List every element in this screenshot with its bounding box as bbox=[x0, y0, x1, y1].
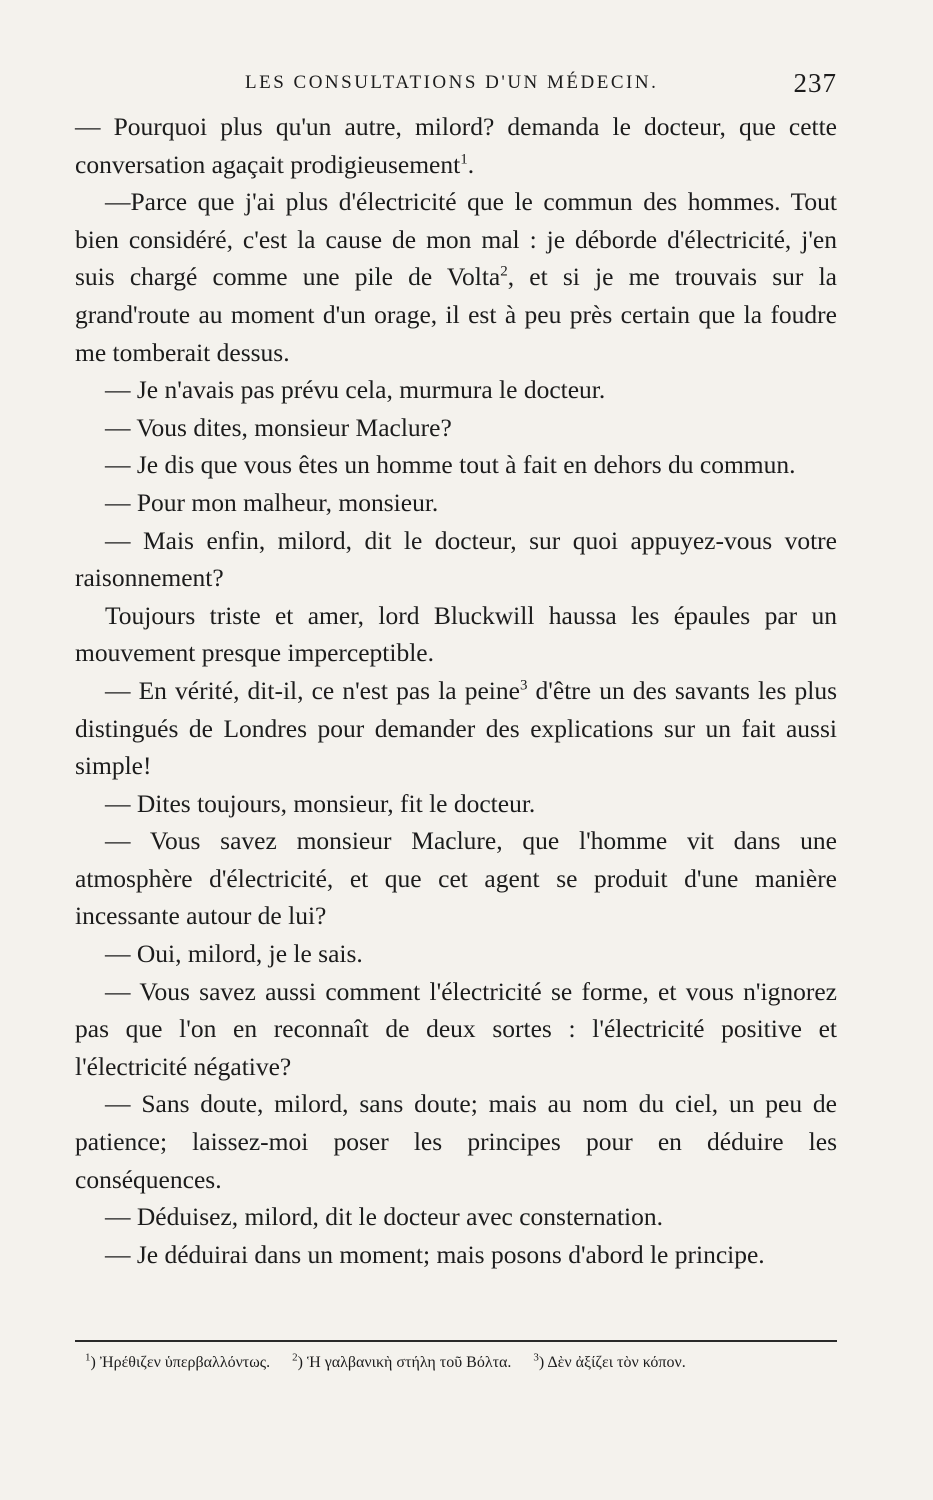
paragraph-text: — Vous dites, monsieur Maclure? bbox=[105, 412, 452, 442]
footnote-reference: 3 bbox=[519, 677, 528, 694]
paragraph-text: Toujours triste et amer, lord Bluckwill haussa les épaules par un mouvement presque imperceptible. bbox=[75, 600, 837, 668]
paragraph-text: — Dites toujours, monsieur, fit le docteur. bbox=[105, 788, 536, 818]
paragraph bbox=[75, 484, 837, 522]
footnote-mark: 3 bbox=[533, 1351, 539, 1364]
footnote bbox=[292, 1352, 511, 1374]
footnote-mark-paren: ) bbox=[538, 1354, 548, 1371]
paragraph bbox=[75, 371, 837, 409]
paragraph-text: — En vérité, dit-il, ce n'est pas la peine bbox=[105, 675, 520, 705]
paragraph-text: — Pour mon malheur, monsieur. bbox=[105, 487, 439, 517]
footnotes bbox=[85, 1352, 845, 1374]
footnote-reference: 1 bbox=[460, 151, 468, 168]
footnote-text: Ἡ γαλβανικὴ στήλη τοῦ Βόλτα. bbox=[306, 1354, 512, 1371]
paragraph bbox=[75, 1236, 837, 1274]
footnote bbox=[85, 1352, 270, 1374]
body-text bbox=[75, 108, 837, 1273]
footnote-reference: 2 bbox=[500, 263, 508, 280]
paragraph bbox=[75, 935, 837, 973]
page-number: 237 bbox=[793, 68, 837, 98]
paragraph bbox=[75, 672, 837, 785]
paragraph bbox=[75, 822, 837, 935]
paragraph-text: — Vous savez aussi comment l'électricité se forme, et vous n'ignorez pas que l'on en reconnaît de deux sortes : l'électricité positive et l'électricité négative? bbox=[75, 976, 837, 1081]
paragraph bbox=[75, 597, 837, 672]
paragraph-text: — Je n'avais pas prévu cela, murmura le docteur. bbox=[105, 375, 606, 405]
paragraph-text: — Je dis que vous êtes un homme tout à fait en dehors du commun. bbox=[105, 450, 796, 480]
paragraph bbox=[75, 1085, 837, 1198]
paragraph-text-continued: , et si je me trouvais sur la grand'route au moment d'un orage, il est à peu près certain que la foudre me tomberait dessus. bbox=[75, 262, 837, 367]
paragraph bbox=[75, 183, 837, 371]
paragraph bbox=[75, 409, 837, 447]
footnote-mark-paren: ) bbox=[90, 1354, 100, 1371]
paragraph-text: —Parce que j'ai plus d'électricité que le commun des hommes. Tout bien considéré, c'est la cause de mon mal : je déborde d'électricité, j'en suis chargé comme une pile de Volta bbox=[75, 187, 837, 292]
paragraph bbox=[75, 973, 837, 1086]
paragraph-text-continued: . bbox=[467, 149, 475, 179]
footnote-rule bbox=[75, 1340, 837, 1342]
paragraph-text: — Je déduirai dans un moment; mais posons d'abord le principe. bbox=[105, 1239, 765, 1269]
footnote bbox=[533, 1352, 685, 1374]
paragraph-text: — Mais enfin, milord, dit le docteur, sur quoi appuyez-vous votre raisonnement? bbox=[75, 525, 837, 593]
footnote-mark: 1 bbox=[85, 1351, 91, 1364]
paragraph-text: — Déduisez, milord, dit le docteur avec consternation. bbox=[105, 1202, 663, 1232]
paragraph bbox=[75, 108, 837, 183]
paragraph bbox=[75, 1198, 837, 1236]
paragraph-text: — Sans doute, milord, sans doute; mais au nom du ciel, un peu de patience; laissez-moi poser les principes pour en déduire les conséquences. bbox=[75, 1089, 837, 1194]
paragraph-text: — Pourquoi plus qu'un autre, milord? demanda le docteur, que cette conversation agaçait prodigieusement bbox=[75, 112, 837, 179]
footnote-text: Ἠρέθιζεν ὑπερβαλλόντως. bbox=[99, 1354, 271, 1371]
paragraph bbox=[75, 446, 837, 484]
paragraph-text-continued: d'être un des savants les plus distingués de Londres pour demander des explications sur un fait aussi simple! bbox=[75, 675, 837, 781]
page-header bbox=[75, 68, 837, 102]
paragraph-text: — Oui, milord, je le sais. bbox=[105, 939, 363, 969]
footnote-mark-paren: ) bbox=[297, 1354, 307, 1371]
footnote-text: Δὲν ἀξίζει τὸν κόπον. bbox=[547, 1354, 686, 1371]
paragraph bbox=[75, 785, 837, 823]
paragraph-text: — Vous savez monsieur Maclure, que l'homme vit dans une atmosphère d'électricité, et que cet agent se produit d'une manière incessante autour de lui? bbox=[75, 826, 837, 931]
footnote-mark: 2 bbox=[292, 1351, 298, 1364]
running-title: LES CONSULTATIONS D'UN MÉDECIN. bbox=[245, 72, 659, 93]
paragraph bbox=[75, 522, 837, 597]
